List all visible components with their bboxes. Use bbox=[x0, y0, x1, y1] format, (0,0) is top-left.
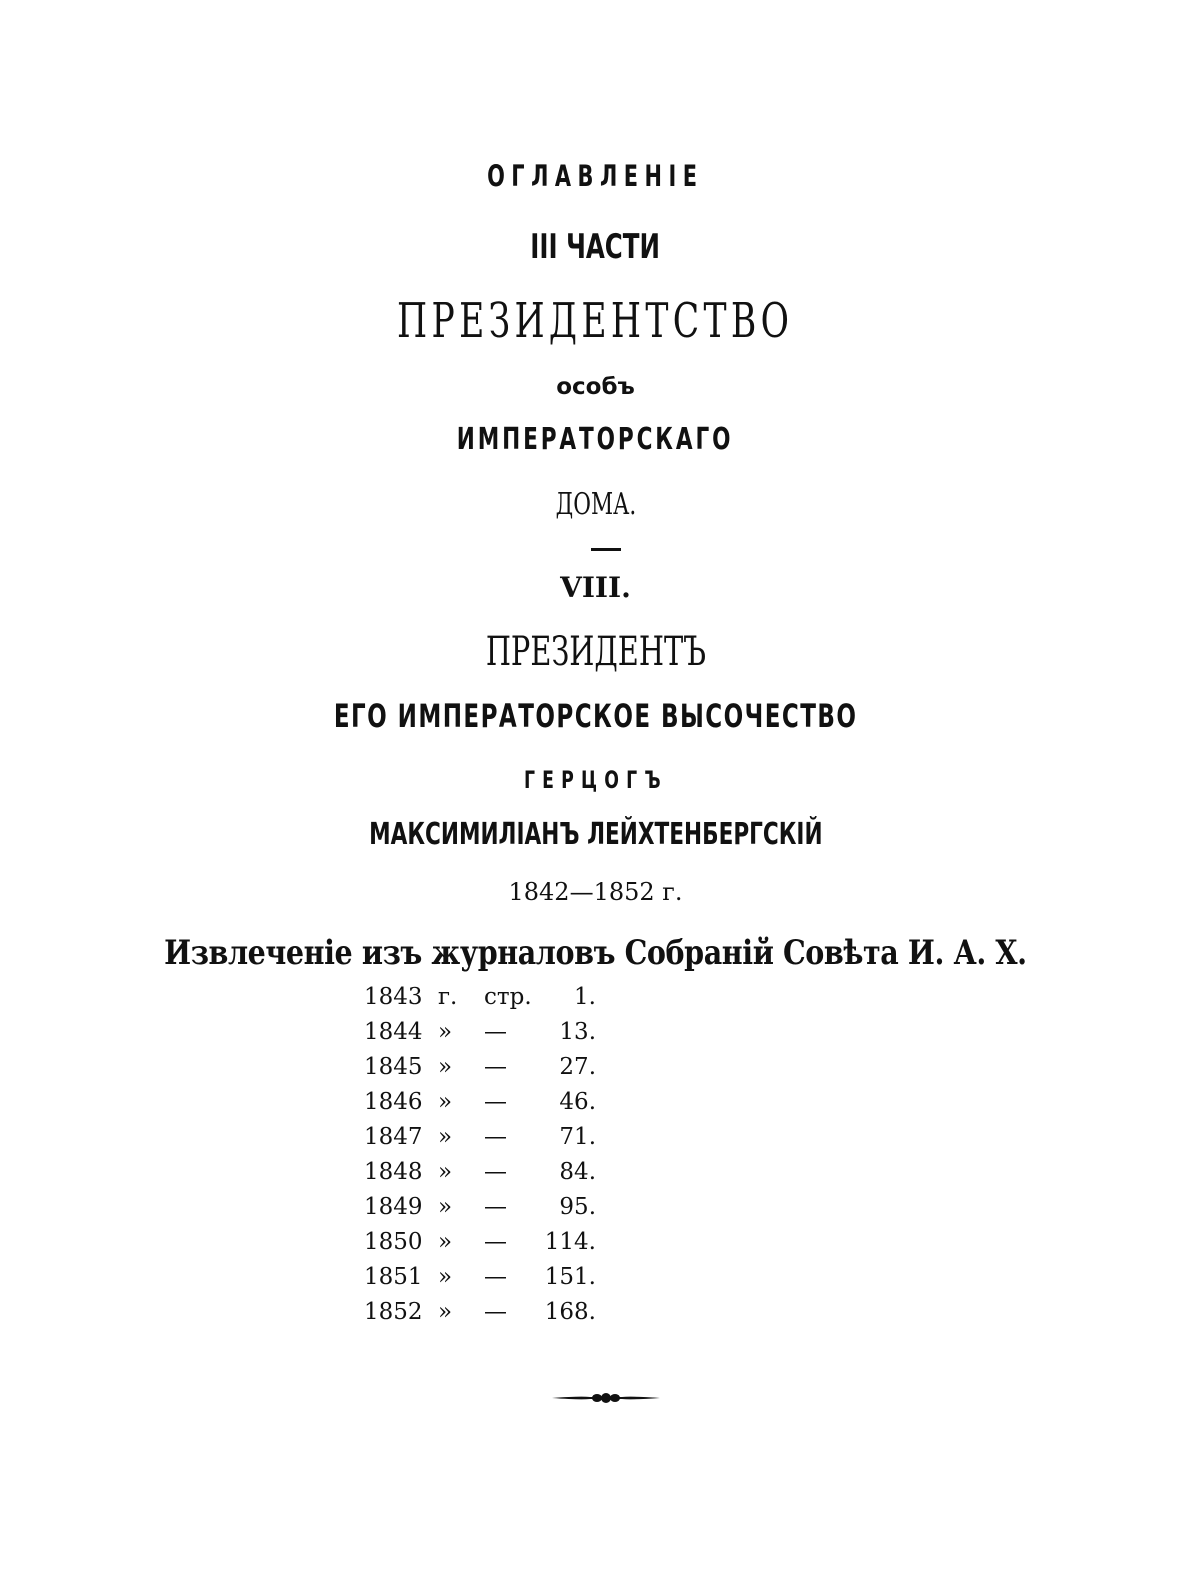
imperial-line-text: ИМПЕРАТОРСКАГО bbox=[457, 422, 734, 457]
extract-title bbox=[0, 933, 1191, 973]
contents-heading bbox=[0, 159, 1191, 193]
divider-dash bbox=[591, 548, 621, 551]
toc-page: 1. bbox=[574, 984, 596, 1010]
part-heading-text: III ЧАСТИ bbox=[530, 227, 661, 267]
extract-title-text: Извлеченіе изъ журналовъ Собраній Совѣта И. А. Х. bbox=[164, 933, 1027, 973]
toc-year: 1850 bbox=[364, 1229, 423, 1255]
toc-abbr: г. bbox=[438, 984, 458, 1010]
toc-page: 95. bbox=[559, 1194, 596, 1220]
toc-year: 1846 bbox=[364, 1089, 423, 1115]
duke-name bbox=[0, 817, 1191, 852]
toc-sep: — bbox=[484, 1089, 507, 1115]
highness-line bbox=[0, 697, 1191, 735]
toc-year: 1848 bbox=[364, 1159, 423, 1185]
toc-year: 1851 bbox=[364, 1264, 423, 1290]
presidency-title-text: ПРЕЗИДЕНТСТВО bbox=[397, 293, 794, 349]
toc-abbr: » bbox=[438, 1264, 453, 1290]
president-title bbox=[0, 629, 1191, 675]
toc-sep: — bbox=[484, 1159, 507, 1185]
toc-abbr: » bbox=[438, 1054, 453, 1080]
duke-name-text: МАКСИМИЛІАНЪ ЛЕЙХТЕНБЕРГСКІЙ bbox=[368, 817, 823, 852]
toc-abbr: » bbox=[438, 1124, 453, 1150]
imperial-line bbox=[0, 422, 1191, 457]
toc-page: 13. bbox=[559, 1019, 596, 1045]
toc-year: 1847 bbox=[364, 1124, 423, 1150]
toc-year: 1844 bbox=[364, 1019, 423, 1045]
highness-line-text: ЕГО ИМПЕРАТОРСКОЕ ВЫСОЧЕСТВО bbox=[333, 697, 858, 735]
ornament-divider-icon bbox=[550, 1388, 662, 1408]
toc-year: 1845 bbox=[364, 1054, 423, 1080]
toc-abbr: » bbox=[438, 1299, 453, 1325]
toc-abbr: » bbox=[438, 1194, 453, 1220]
persons-line: особъ bbox=[556, 374, 635, 400]
toc-abbr: » bbox=[438, 1089, 453, 1115]
toc-page: 168. bbox=[544, 1299, 596, 1325]
toc-page: 151. bbox=[544, 1264, 596, 1290]
toc-page: 71. bbox=[559, 1124, 596, 1150]
toc-sep: — bbox=[484, 1299, 507, 1325]
toc-page: 27. bbox=[559, 1054, 596, 1080]
contents-heading-text: ОГЛАВЛЕНІЕ bbox=[487, 159, 704, 193]
toc-sep: — bbox=[484, 1124, 507, 1150]
toc-abbr: » bbox=[438, 1019, 453, 1045]
section-number: VIII. bbox=[560, 571, 631, 604]
toc-sep: — bbox=[484, 1264, 507, 1290]
duke-line-text: ГЕРЦОГЪ bbox=[523, 766, 668, 794]
toc-page: 46. bbox=[559, 1089, 596, 1115]
toc-sep: — bbox=[484, 1054, 507, 1080]
toc-sep: стр. bbox=[484, 984, 532, 1010]
toc-sep: — bbox=[484, 1229, 507, 1255]
house-line-text: ДОМА. bbox=[555, 487, 636, 522]
presidency-title bbox=[0, 293, 1191, 349]
president-title-text: ПРЕЗИДЕНТЪ bbox=[485, 629, 706, 675]
duke-line bbox=[0, 768, 1191, 792]
toc-abbr: » bbox=[438, 1159, 453, 1185]
toc-sep: — bbox=[484, 1019, 507, 1045]
toc-year: 1843 bbox=[364, 984, 423, 1010]
house-line bbox=[0, 487, 1191, 522]
years-line: 1842—1852 г. bbox=[508, 878, 683, 906]
toc-abbr: » bbox=[438, 1229, 453, 1255]
toc-year: 1852 bbox=[364, 1299, 423, 1325]
toc-page: 84. bbox=[559, 1159, 596, 1185]
toc-page: 114. bbox=[544, 1229, 596, 1255]
toc-year: 1849 bbox=[364, 1194, 423, 1220]
toc-sep: — bbox=[484, 1194, 507, 1220]
part-heading bbox=[0, 227, 1191, 267]
